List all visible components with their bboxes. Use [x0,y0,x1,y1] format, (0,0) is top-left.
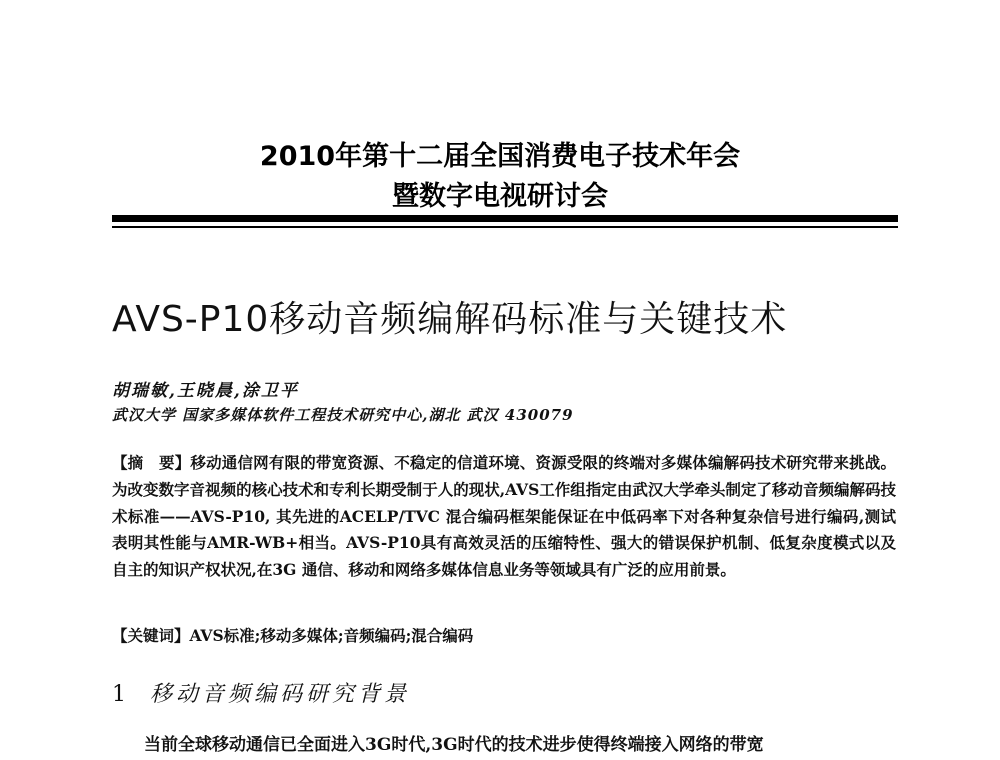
section-body-text: 当前全球移动通信已全面进入3G时代,3G时代的技术进步使得终端接入网络的带宽 [144,735,764,755]
author-affiliation: 武汉大学 国家多媒体软件工程技术研究中心,湖北 武汉 430079 [112,406,574,424]
section-number: 1 [112,682,126,707]
keywords [112,624,473,646]
paper-title: AVS-P10移动音频编解码标准与关键技术 [112,299,788,340]
keywords-text: AVS标准;移动多媒体;音频编码;混合编码 [189,626,474,645]
header-rule-thin [112,226,898,228]
keywords-label: 【关键词】 [112,626,190,645]
abstract [112,450,896,584]
header-rule-thick [112,215,898,222]
abstract-text: 移动通信网有限的带宽资源、不稳定的信道环境、资源受限的终端对多媒体编解码技术研究带来挑战。为改变数字音视频的核心技术和专利长期受制于人的现状,AVS工作组指定由武汉大学牵头制定了移动音频编解码技术标准——AVS-P10, 其先进的ACELP/TVC 混合编码框架能保证在中低码率下对各种复杂信号进行编码,测试表明其性能与AMR-WB+相当。AVS-P10具有高效灵活的压缩特性、强大的错误保护机制、低复杂度模式以及自主的知识产权状况,在3G 通信、移动和网络多媒体信息业务等领域具有广泛的应用前景。 [112,453,896,580]
conference-title-line1: 2010年第十二届全国消费电子技术年会 [259,141,741,172]
conference-title-line2: 暨数字电视研讨会 [392,181,608,212]
section-title: 移动音频编码研究背景 [150,682,411,707]
author-list: 胡瑞敏,王晓晨,涂卫平 [112,381,299,401]
abstract-label: 【摘 要】 [112,453,191,472]
section-heading [112,678,410,712]
